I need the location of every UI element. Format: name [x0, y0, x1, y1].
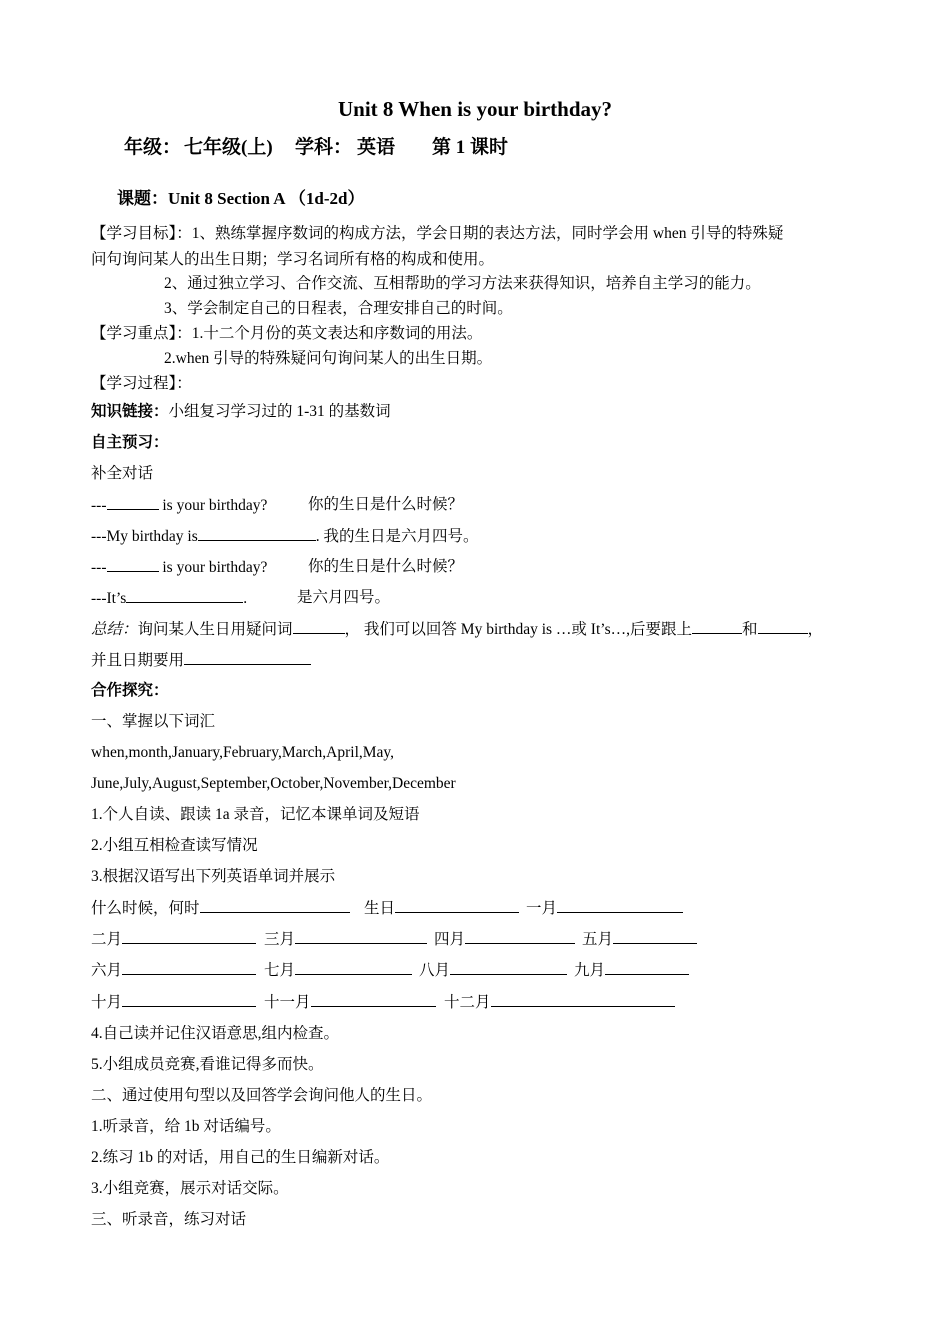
- vocab-item: 三月: [264, 929, 427, 950]
- vocab-item: 十月: [91, 992, 256, 1013]
- blank-field[interactable]: [450, 960, 567, 975]
- blank-field[interactable]: [491, 992, 675, 1007]
- preview-task: 补全对话: [91, 465, 154, 482]
- dialogue-translation: 是六月四号。: [297, 589, 391, 606]
- blank-field[interactable]: [122, 960, 256, 975]
- vocab-item: 四月: [434, 929, 575, 950]
- coop-label: 合作探究：: [91, 682, 169, 699]
- dialogue-prefix: ---It’s: [91, 590, 127, 607]
- blank-field[interactable]: [605, 960, 689, 975]
- dialogue-prefix: ---: [91, 497, 107, 514]
- grade-label: 年级：: [124, 137, 182, 158]
- blank-field[interactable]: [557, 898, 683, 913]
- lesson-title: 课题：Unit 8 Section A （1d-2d）: [117, 189, 365, 208]
- vocab-item: 五月: [582, 929, 697, 950]
- section-three-heading: 三、听录音，练习对话: [91, 1211, 247, 1228]
- vocab-item: 七月: [264, 960, 412, 981]
- task-1: 1.听录音，给 1b 对话编号。: [91, 1118, 281, 1135]
- dialogue-translation: . 我的生日是六月四号。: [315, 528, 479, 545]
- grade-value: 七年级(上): [184, 137, 273, 158]
- process-colon: ：: [176, 375, 192, 392]
- dialogue-line-1: [91, 495, 464, 516]
- vocab-item: 二月: [91, 929, 256, 950]
- step-1: 1.个人自读、跟读 1a 录音，记忆本课单词及短语: [91, 806, 420, 823]
- link-label: 知识链接：: [91, 403, 169, 420]
- blank-field[interactable]: [395, 898, 519, 913]
- summary-line1: [91, 619, 823, 640]
- word-list-2: June,July,August,September,October,November,December: [91, 775, 456, 792]
- vocab-item: 生日: [364, 898, 519, 919]
- dialogue-line-3: [91, 557, 464, 578]
- link-line: [91, 402, 391, 422]
- vocab-item: 什么时候，何时: [91, 898, 350, 919]
- focus-line1: [91, 324, 482, 344]
- blank-field[interactable]: [107, 557, 159, 572]
- blank-field[interactable]: [692, 619, 742, 634]
- dialogue-line-2: [91, 526, 479, 547]
- step-4: 4.自己读并记住汉语意思,组内检查。: [91, 1025, 340, 1042]
- blank-field[interactable]: [295, 960, 412, 975]
- period-label: 第 1 课时: [432, 137, 509, 158]
- dialogue-line-4: [91, 588, 391, 609]
- blank-field[interactable]: [122, 929, 256, 944]
- focus-text1: ：1.十二个月份的英文表达和序数词的用法。: [176, 325, 483, 342]
- dialogue-translation: 你的生日是什么时候？: [308, 496, 464, 513]
- process-label: 【学习过程】: [91, 375, 177, 392]
- blank-field[interactable]: [198, 526, 316, 541]
- blank-field[interactable]: [465, 929, 575, 944]
- blank-field[interactable]: [126, 588, 243, 603]
- blank-field[interactable]: [107, 495, 159, 510]
- vocab-item: 一月: [526, 898, 683, 919]
- summary-line2: [91, 650, 311, 671]
- blank-field[interactable]: [311, 992, 436, 1007]
- objectives-text1: ：1、熟练掌握序数词的构成方法，学会日期的表达方法，同时学会用 when 引导的特殊疑: [176, 225, 784, 242]
- page-title: Unit 8 When is your birthday?: [337, 97, 613, 121]
- objectives-item3: 3、学会制定自己的日程表，合理安排自己的时间。: [164, 300, 513, 317]
- blank-field[interactable]: [295, 929, 427, 944]
- task-3: 3.小组竞赛，展示对话交际。: [91, 1180, 289, 1197]
- word-list-1: when,month,January,February,March,April,May,: [91, 744, 395, 761]
- blank-field[interactable]: [184, 650, 311, 665]
- vocab-item: 十二月: [444, 992, 675, 1013]
- section-two-heading: 二、通过使用句型以及回答学会询问他人的生日。: [91, 1087, 433, 1104]
- step-2: 2.小组互相检查读写情况: [91, 837, 258, 854]
- dialogue-text: is your birthday?: [158, 497, 268, 514]
- subject-label: 学科：: [295, 137, 353, 158]
- summary-text-b: ， 我们可以回答 My birthday is …或 It’s…,后要跟上: [344, 621, 692, 638]
- summary-and: 和: [742, 621, 758, 638]
- summary-comma: ，: [807, 621, 824, 638]
- dialogue-text: is your birthday?: [158, 559, 268, 576]
- vocab-item: 九月: [574, 960, 689, 981]
- blank-field[interactable]: [758, 619, 808, 634]
- vocab-item: 八月: [419, 960, 567, 981]
- focus-line2: 2.when 引导的特殊疑问句询问某人的出生日期。: [164, 350, 493, 367]
- dialogue-prefix: ---: [91, 559, 107, 576]
- blank-field[interactable]: [293, 619, 345, 634]
- link-text: 小组复习学习过的 1-31 的基数词: [168, 403, 391, 420]
- subject-value: 英语: [357, 137, 396, 158]
- step-3: 3.根据汉语写出下列英语单词并展示: [91, 868, 336, 885]
- process-line: [91, 374, 192, 394]
- preview-label: 自主预习：: [91, 434, 169, 451]
- dialogue-prefix: ---My birthday is: [91, 528, 198, 545]
- task-2: 2.练习 1b 的对话，用自己的生日编新对话。: [91, 1149, 390, 1166]
- step-5: 5.小组成员竞赛,看谁记得多而快。: [91, 1056, 324, 1073]
- summary-text-a: 询问某人生日用疑问词: [137, 621, 293, 638]
- focus-label: 【学习重点】: [91, 325, 177, 342]
- summary-label: 总结：: [91, 621, 138, 638]
- dialogue-translation: 你的生日是什么时候？: [308, 558, 464, 575]
- blank-field[interactable]: [122, 992, 256, 1007]
- objectives-item2: 2、通过独立学习、合作交流、互相帮助的学习方法来获得知识，培养自主学习的能力。: [164, 275, 761, 292]
- objectives-line1: [91, 224, 783, 244]
- vocab-item: 六月: [91, 960, 256, 981]
- blank-field[interactable]: [200, 898, 350, 913]
- vocab-item: 十一月: [264, 992, 436, 1013]
- summary-text-c: 并且日期要用: [91, 652, 185, 669]
- section-one-heading: 一、掌握以下词汇: [91, 713, 216, 730]
- objectives-label: 【学习目标】: [91, 225, 177, 242]
- dialogue-dot: .: [243, 590, 248, 607]
- objectives-line2: 问句询问某人的出生日期；学习名词所有格的构成和使用。: [91, 251, 495, 268]
- blank-field[interactable]: [613, 929, 697, 944]
